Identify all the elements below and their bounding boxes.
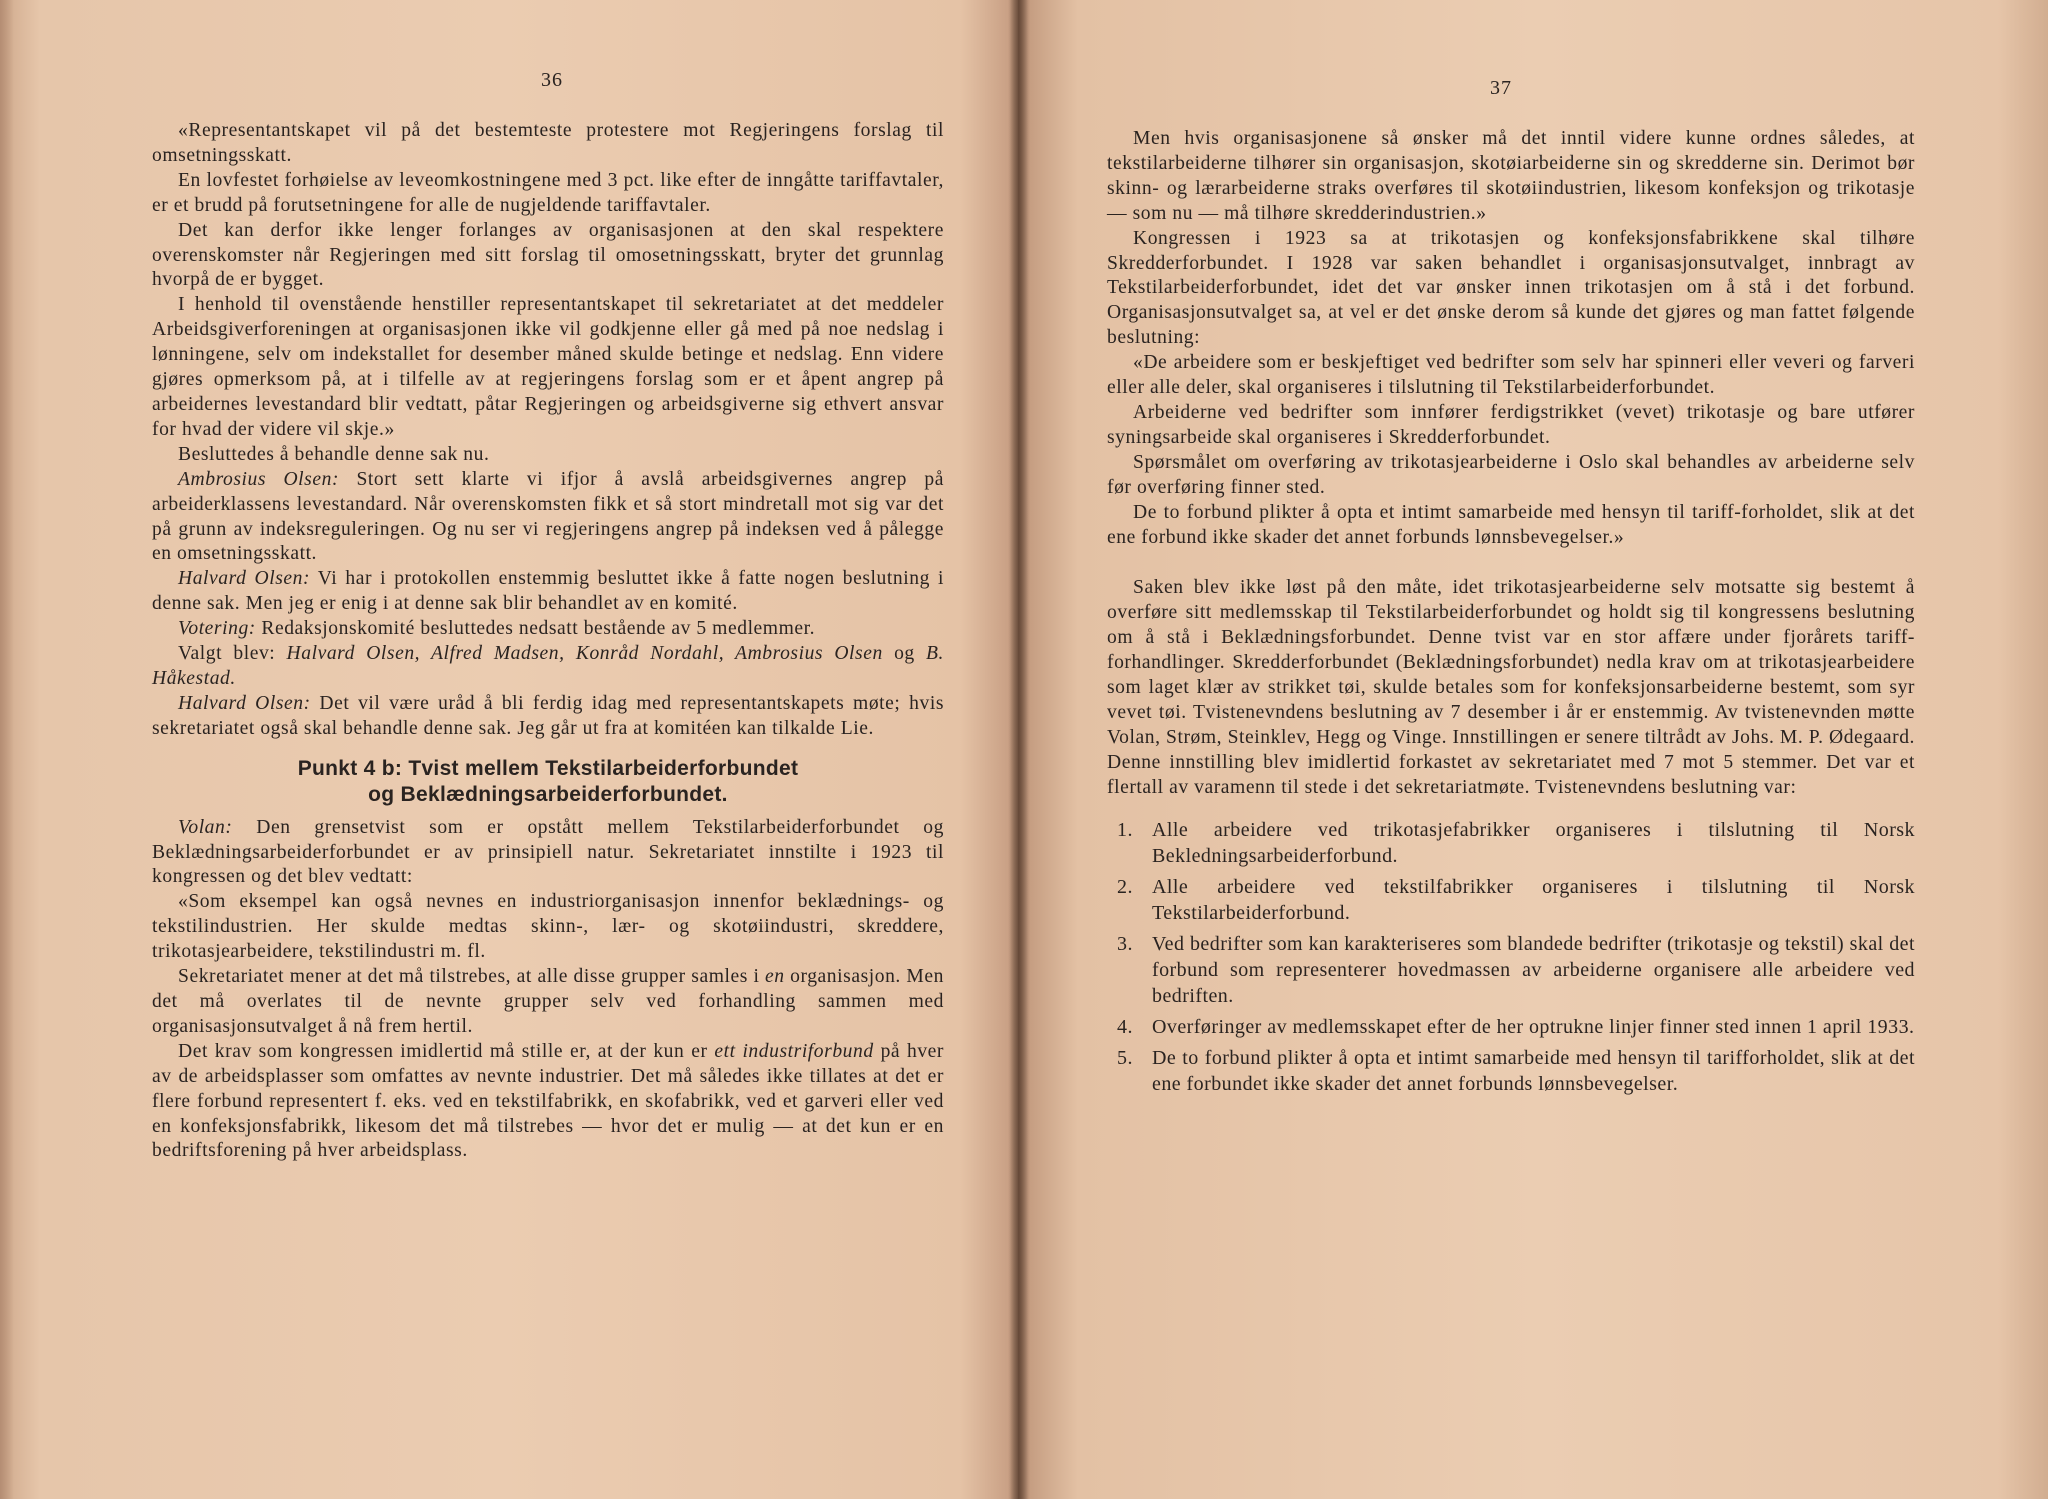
paragraph: «Representantskapet vil på det bestemteste protestere mot Regjeringens forslag til omsetningsskatt. [152, 120, 944, 166]
list-item [1107, 1045, 1915, 1097]
speaker-name: Halvard Olsen: [178, 568, 311, 590]
speech-text: Vi har i protokollen enstemmig besluttet ikke å fatte nogen beslutning i denne sak. Men jeg er enig i at denne sak blir behandlet av en komité. [152, 568, 944, 615]
list-number: 4. [1117, 1015, 1133, 1038]
paragraph: Det kan derfor ikke lenger forlanges av organisasjonen at den skal respektere overenskomster når Regjeringen med sitt forslag til omosetningsskatt, bryter det grunnlag hvorpå de er bygget. [152, 219, 944, 291]
heading-line: Punkt 4 b: Tvist mellem Tekstilarbeiderforbundet [297, 756, 799, 780]
list-item-text: De to forbund plikter å opta et intimt samarbeide med hensyn til tarifforholdet, slik at det ene forbundet ikke skader det annet forbunds lønnsbevegelser. [1152, 1046, 1915, 1095]
paragraph-text: Det krav som kongressen imidlertid må stille er, at der kun er [178, 1040, 708, 1062]
elected-names: B. Håkestad. [152, 643, 944, 689]
right-page-text [1107, 127, 1915, 1102]
speaker-name: Ambrosius Olsen: [178, 468, 340, 490]
paragraph [152, 567, 944, 617]
speech-text: Redaksjonskomité besluttedes nedsatt bestående av 5 medlemmer. [261, 618, 816, 640]
paragraph: Besluttedes å behandle denne sak nu. [178, 443, 490, 465]
paragraph: «De arbeidere som er beskjeftiget ved bedrifter som selv har spinneri eller veveri og farveri eller alle deler, skal organiseres i tilslutning til Tekstilarbeiderforbundet. [1107, 352, 1915, 399]
list-number: 3. [1117, 932, 1133, 955]
heading-line: og Beklædningsarbeiderforbundet. [368, 782, 728, 806]
paragraph [152, 468, 944, 568]
page-number-right: 37 [1490, 77, 1512, 99]
paragraph: De to forbund plikter å opta et intimt samarbeide med hensyn til tariff-forholdet, slik at det ene forbund ikke skader det annet forbunds lønnsbevegelser.» [1107, 501, 1915, 548]
paragraph [152, 965, 944, 1040]
speaker-name: Volan: [178, 816, 233, 838]
conjunction: og [894, 643, 915, 665]
paragraph [152, 692, 944, 742]
paragraph-text: på hver av de arbeidsplasser som omfattes av nevnte industrier. Det må således ikke tillates at det er flere forbund representert f. eks. ved en tekstilfabrikk, en skofabrikk, ved et garveri eller ved en konfeksjonsfabrikk, likesom det må tilstrebes — hvor det er mulig — at det kun er en bedriftsforening på hver arbeidsplass. [152, 1040, 945, 1162]
left-page [0, 0, 1018, 1499]
section-heading [152, 756, 944, 808]
paragraph [152, 642, 944, 692]
paragraph-text: Valgt blev: [178, 643, 276, 665]
page-edge [0, 0, 14, 1499]
speaker-name: Votering: [178, 618, 256, 640]
list-item-text: Ved bedrifter som kan karakteriseres som blandede bedrifter (trikotasje og tekstil) skal det forbund som representerer hovedmassen av arbeiderne organisere alle arbeidere ved bedriften. [1152, 932, 1915, 1007]
section-gap [1107, 550, 1915, 576]
list-number: 5. [1117, 1046, 1133, 1069]
paragraph [152, 816, 944, 891]
paragraph: Men hvis organisasjonene så ønsker må det inntil videre kunne ordnes således, at tekstilarbeiderne tilhører sin organisasjon, skotøiarbeiderne sin og skredderne sin. Derimot bør skinn- og lærarbeiderne straks overføres til skotøiindustrien, likesom konfeksjon og trikotasje — som nu — må tilhøre skredderindustrien.» [1107, 128, 1915, 224]
paragraph: Spørsmålet om overføring av trikotasjearbeiderne i Oslo skal behandles av arbeiderne selv før overføring finner sted. [1107, 451, 1915, 498]
paragraph: En lovfestet forhøielse av leveomkostningene med 3 pct. like efter de inngåtte tariffavtaler, er et brudd på forutsetningene for alle de nugjeldende tariffavtaler. [152, 169, 944, 216]
paragraph: Arbeiderne ved bedrifter som innfører ferdigstrikket (vevet) trikotasje og bare utfører syningsarbeide skal organiseres i Skredderforbundet. [1107, 401, 1915, 448]
paragraph-text: Sekretariatet mener at det må tilstrebes, at alle disse grupper samles i [178, 966, 760, 988]
list-item [1107, 874, 1915, 926]
speaker-name: Halvard Olsen: [178, 692, 311, 714]
paragraph [152, 617, 944, 642]
emphasis: ett industriforbund [714, 1040, 874, 1062]
list-item [1107, 817, 1915, 869]
emphasis: en [765, 966, 785, 988]
paragraph: Kongressen i 1923 sa at trikotasjen og konfeksjonsfabrikkene skal tilhøre Skredderforbundet. I 1928 var saken behandlet i organisasjonsutvalget, innbragt av Tekstilarbeiderforbundet, idet det var ønsker innen trikotasjen om å stå i det forbund. Organisasjonsutvalget sa, at vel er det ønske derom så kunde det gjøres og man fattet følgende beslutning: [1107, 227, 1915, 349]
resolution-list [1107, 817, 1915, 1097]
elected-names: Halvard Olsen, Alfred Madsen, Konråd Nordahl, Ambrosius Olsen [286, 643, 883, 665]
list-item [1107, 1014, 1915, 1040]
list-item-text: Overføringer av medlemsskapet efter de her optrukne linjer finner sted innen 1 april 1933. [1152, 1015, 1915, 1038]
book-gutter [1008, 0, 1030, 1499]
list-item-text: Alle arbeidere ved tekstilfabrikker organiseres i tilslutning til Norsk Tekstilarbeiderforbund. [1152, 875, 1915, 924]
list-number: 2. [1117, 875, 1133, 898]
list-number: 1. [1117, 818, 1133, 841]
paragraph: I henhold til ovenstående henstiller representantskapet til sekretariatet at det meddeler Arbeidsgiverforeningen at organisasjonen ikke vil godkjenne eller gå med på noe nedslag i lønningene, selv om indekstallet for desember måned skulde betinge et nedslag. Enn videre gjøres opmerksom på, at i tilfelle av at regjeringens forslag som er et åpent angrep på arbeidernes levestandard blir vedtatt, påtar Regjeringen og arbeidsgiverne sig ethvert ansvar for hvad der videre vil skje.» [152, 294, 944, 440]
page-number-left: 36 [541, 69, 563, 91]
right-page [1018, 0, 2048, 1499]
left-page-text [152, 119, 944, 1164]
speech-text: Den grensetvist som er opstått mellem Tekstilarbeiderforbundet og Beklædningsarbeiderforbundet er av prinsipiell natur. Sekretariatet innstilte i 1923 til kongressen og det blev vedtatt: [152, 816, 945, 888]
list-item-text: Alle arbeidere ved trikotasjefabrikker organiseres i tilslutning til Norsk Bekledningsarbeiderforbund. [1152, 818, 1915, 867]
paragraph-text: organisasjon. Men det må overlates til de nevnte grupper selv ved forhandling sammen med organisasjonsutvalget å nå frem hertil. [152, 966, 944, 1037]
list-item [1107, 931, 1915, 1009]
paragraph: «Som eksempel kan også nevnes en industriorganisasjon innenfor beklædnings- og tekstilindustrien. Her skulde medtas skinn-, lær- og skotøiindustri, skreddere, trikotasjearbeidere, tekstilindustri m. fl. [152, 891, 944, 963]
paragraph [152, 1040, 944, 1165]
speech-text: Stort sett klarte vi ifjor å avslå arbeidsgivernes angrep på arbeiderklassens levestandard. Når overenskomsten fikk et så stort mindretall mot sig var det på grunn av indeksreguleringen. Og nu ser vi regjeringens angrep på indeksen ved å pålegge en omsetningsskatt. [152, 468, 944, 565]
paragraph: Saken blev ikke løst på den måte, idet trikotasjearbeiderne selv motsatte sig bestemt å overføre sitt medlemsskap til Tekstilarbeiderforbundet og holdt sig til kongressens beslutning om å stå i Beklædningsforbundet. Denne tvist var en stor affære under fjorårets tariff-forhandlinger. Skredderforbundet (Beklædningsforbundet) nedla krav om at trikotasjearbeidere som laget klær av strikket tøi, skulde betales som for konfeksjonsarbeiderne bestemt, som syr vevet tøi. Tvistenevndens beslutning av 7 desember i år er enstemmig. Av tvistenevnden møtte Volan, Strøm, Steinklev, Hegg og Vinge. Innstillingen er senere tiltrådt av Johs. M. P. Ødegaard. Denne innstilling blev imidlertid forkastet av sekretariatet med 7 mot 5 stemmer. Det var et flertall av varamenn til stede i det sekretariatmøte. Tvistenevndens beslutning var: [1107, 577, 1915, 798]
speech-text: Det vil være uråd å bli ferdig idag med representantskapets møte; hvis sekretariatet også skal behandle denne sak. Jeg går ut fra at komitéen kan tilkalde Lie. [152, 692, 944, 739]
